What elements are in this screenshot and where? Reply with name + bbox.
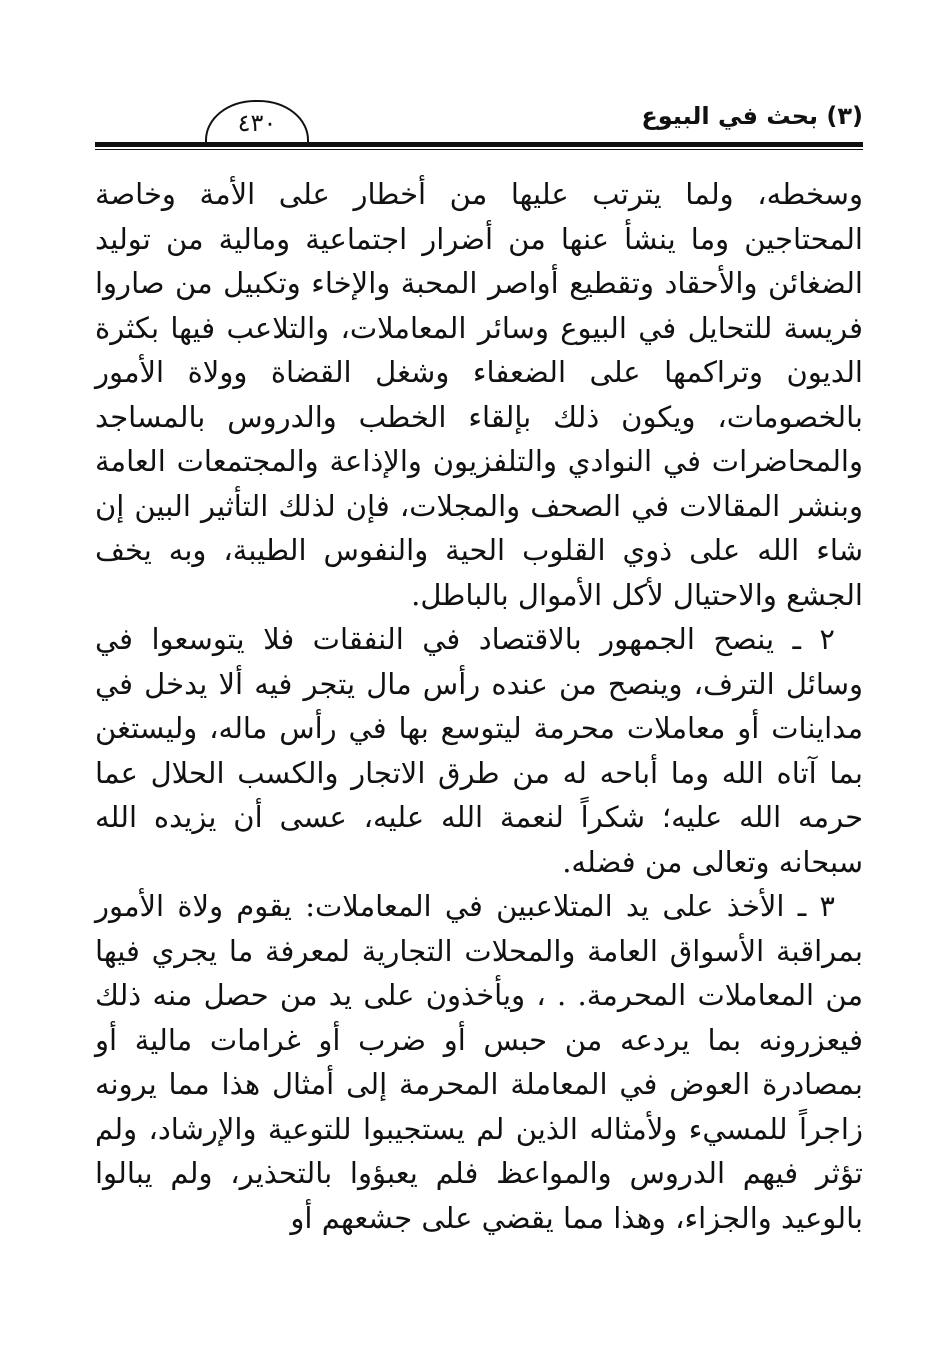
page-header <box>95 98 863 150</box>
paragraph-item-2: ٢ ـ ينصح الجمهور بالاقتصاد في النفقات فلا يتوسعوا في وسائل الترف، وينصح من عنده رأس مال يتجر فيه ألا يدخل في مداينات أو معاملات محرمة ليتوسع بها في رأس ماله، وليستغن بما آتاه الله وما أباحه له من طرق الاتجار والكسب الحلال عما حرمه الله عليه؛ شكراً لنعمة الله عليه، عسى أن يزيده الله سبحانه وتعالى من فضله. <box>95 622 863 879</box>
running-title: (٣) بحث في البيوع <box>641 102 863 130</box>
page-number: ٤٣٠ <box>205 100 309 142</box>
paragraph-continuation: وسخطه، ولما يترتب عليها من أخطار على الأمة وخاصة المحتاجين وما ينشأ عنها من أضرار اجتماعية ومالية من توليد الضغائن والأحقاد وتقطيع أواصر المحبة والإخاء وتكبيل من صاروا فريسة للتحايل في البيوع وسائر المعاملات، والتلاعب فيها بكثرة الديون وتراكمها على الضعفاء وشغل القضاة وولاة الأمور بالخصومات، ويكون ذلك بإلقاء الخطب والدروس بالمساجد والمحاضرات في النوادي والتلفزيون والإذاعة والمجتمعات العامة وبنشر المقالات في الصحف والمجلات، فإن لذلك التأثير البين إن شاء الله على ذوي القلوب الحية والنفوس الطيبة، وبه يخف الجشع والاحتيال لأكل الأموال بالباطل. <box>95 177 863 612</box>
header-rule-thin <box>95 149 863 150</box>
body-text <box>95 172 863 1240</box>
paragraph-item-3: ٣ ـ الأخذ على يد المتلاعبين في المعاملات: يقوم ولاة الأمور بمراقبة الأسواق العامة والمحلات التجارية لمعرفة ما يجري فيها من المعاملات المحرمة. . ، ويأخذون على يد من حصل منه ذلك فيعزرونه بما يردعه من حبس أو ضرب أو غرامات مالية أو بمصادرة العوض في المعاملة المحرمة إلى أمثال هذا مما يرونه زاجراً للمسيء ولأمثاله الذين لم يستجيبوا للتوعية والإرشاد، ولم تؤثر فيهم الدروس والمواعظ فلم يعبؤوا بالتحذير، ولم يبالوا بالوعيد والجزاء، وهذا مما يقضي على جشعهم أو <box>95 889 863 1235</box>
header-rule-thick <box>95 142 863 147</box>
